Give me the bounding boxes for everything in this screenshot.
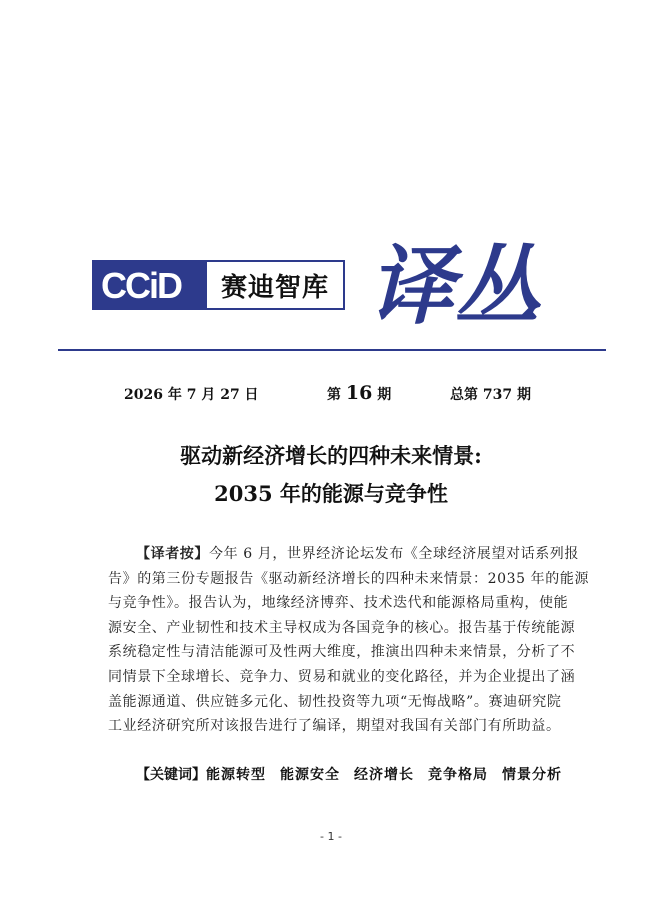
svg-text:CCiD: CCiD [100,265,181,305]
keywords-label: 【关键词】 [136,767,206,783]
abstract-text: 今年 6 月，世界经济论坛发布《全球经济展望对话系列报 [209,546,580,562]
logo-mark [94,262,207,308]
keyword: 情景分析 [502,767,562,783]
issue-number-suffix: 期 [377,387,392,403]
keyword: 竞争格局 [428,767,488,783]
abstract-line: 源安全、产业韧性和技术主导权成为各国竞争的核心。报告基于传统能源 [108,619,576,636]
issue-number-value: 16 [345,382,373,404]
issue-number-prefix: 第 [327,387,341,403]
issue-row [0,382,662,406]
translator-note [108,542,590,739]
issue-date: 2026 年 7 月 27 日 [124,387,259,403]
abstract-line [108,542,586,567]
keyword: 经济增长 [354,767,414,783]
series-title: 译丛 [368,236,540,337]
abstract-line: 告》的第三份专题报告《驱动新经济增长的四种未来情景：2035 年的能源 [108,570,590,587]
abstract-line: 与竞争性》。报告认为，地缘经济博弈、技术迭代和能源格局重构，使能 [108,595,569,612]
abstract-lead: 【译者按】 [136,546,209,562]
series-title-calligraphy [368,228,568,338]
issue-total: 总第 737 期 [450,387,531,403]
logo-box [92,260,345,310]
issue-number [327,382,391,404]
title-line-2: 2035 年的能源与竞争性 [214,481,448,506]
ccid-logo-icon [99,265,203,305]
keywords [136,764,576,784]
abstract-line: 盖能源通道、供应链多元化、韧性投资等九项“无悔战略”。赛迪研究院 [108,693,562,710]
header-rule [58,349,606,351]
abstract-line: 系统稳定性与清洁能源可及性两大维度，推演出四种未来情景，分析了不 [108,644,576,661]
title-line-1: 驱动新经济增长的四种未来情景: [180,443,482,468]
page-number: - 1 - [320,830,342,843]
abstract-line: 工业经济研究所对该报告进行了编译，期望对我国有关部门有所助益。 [108,718,561,735]
keyword: 能源转型 [206,767,266,783]
abstract-line: 同情景下全球增长、竞争力、贸易和就业的变化路径，并为企业提出了涵 [108,668,576,685]
logo-name: 赛迪智库 [220,272,329,303]
keyword: 能源安全 [280,767,340,783]
